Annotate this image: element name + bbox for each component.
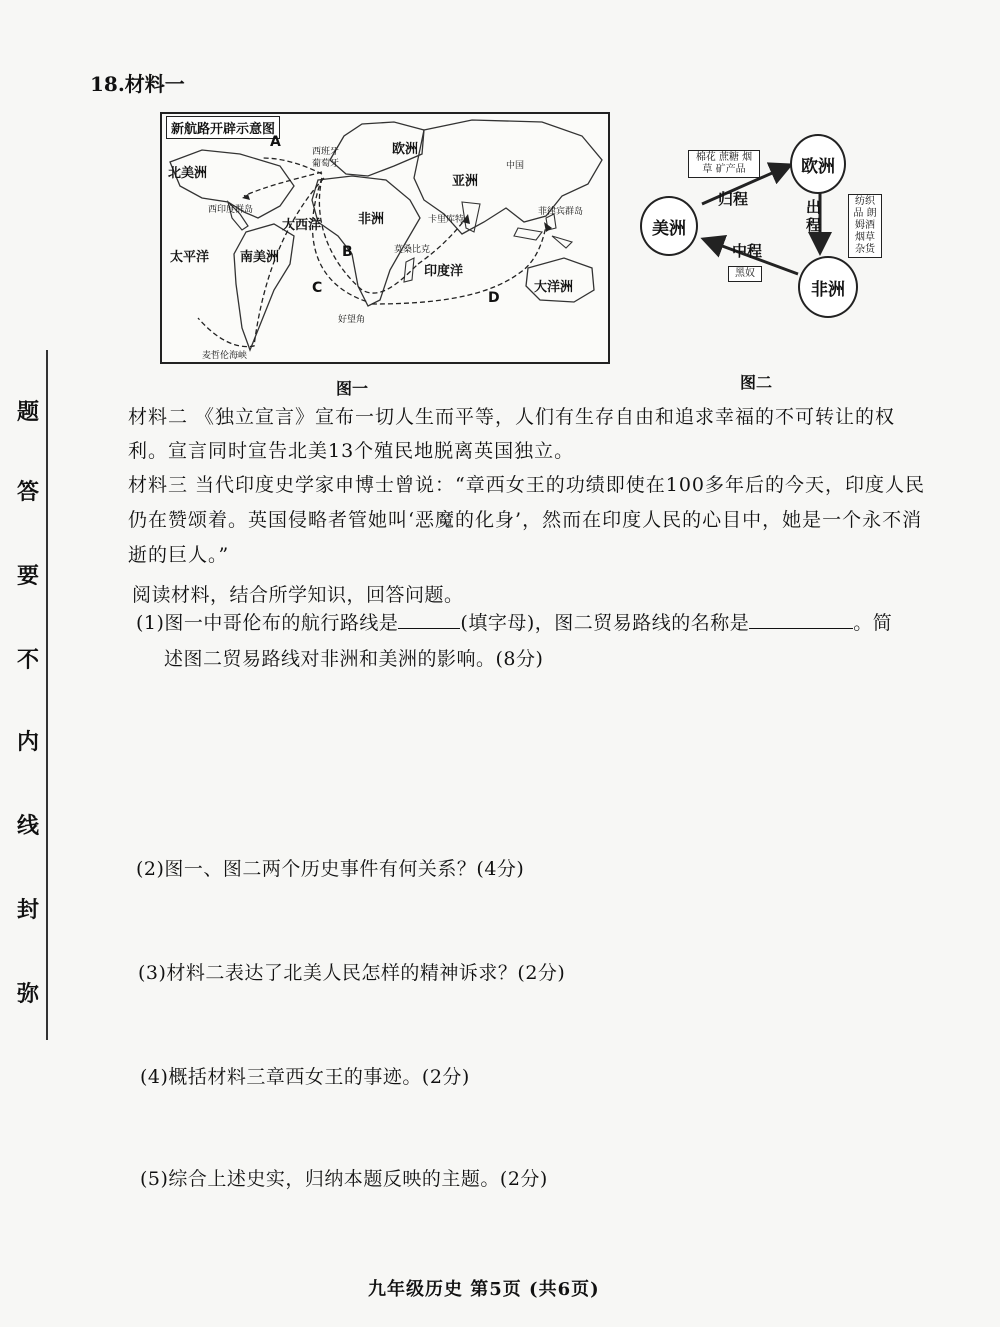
label-spain: 西班牙 bbox=[312, 147, 340, 157]
binding-char: 线 bbox=[16, 813, 39, 839]
binding-char: 封 bbox=[16, 897, 39, 923]
route-out-label: 出程 bbox=[806, 198, 822, 234]
label-west-indies: 西印度群岛 bbox=[208, 205, 254, 215]
question-1-part2: (填字母)，图二贸易路线的名称是 bbox=[460, 612, 750, 634]
material-three: 材料三 当代印度史学家申博士曾说：“章西女王的功绩即使在100多年后的今天，印度人民仍在赞颂着。英国侵略者管她叫‘恶魔的化身’，然而在印度人民的心目中，她是一个永不消逝的巨人。” bbox=[128, 474, 926, 566]
answer-blank-trade-name[interactable] bbox=[749, 606, 853, 629]
label-africa: 非洲 bbox=[358, 212, 385, 227]
node-africa: 非洲 bbox=[798, 256, 858, 318]
question-1-line2: 述图二贸易路线对非洲和美洲的影响。(8分) bbox=[164, 648, 544, 670]
page-footer: 九年级历史 第5页 (共6页) bbox=[368, 1279, 600, 1300]
question-2: (2)图一、图二两个历史事件有何关系？(4分) bbox=[136, 858, 525, 880]
answer-blank-route[interactable] bbox=[398, 606, 460, 629]
node-america: 美洲 bbox=[640, 196, 698, 256]
binding-char: 不 bbox=[16, 647, 39, 673]
binding-char: 要 bbox=[16, 563, 39, 589]
label-magellan: 麦哲伦海峡 bbox=[202, 351, 248, 361]
figure2-caption: 图二 bbox=[740, 373, 773, 392]
binding-char: 答 bbox=[16, 479, 39, 505]
label-north-america: 北美洲 bbox=[168, 166, 208, 181]
label-mozambique: 莫桑比克 bbox=[394, 245, 431, 255]
binding-char: 内 bbox=[16, 729, 39, 755]
route-label-d: D bbox=[488, 290, 500, 306]
question-1 bbox=[136, 606, 936, 640]
goods-return-box: 棉花 蔗糖 烟草 矿产品 bbox=[688, 150, 760, 178]
instruction: 阅读材料，结合所学知识，回答问题。 bbox=[132, 584, 464, 606]
triangle-trade-diagram bbox=[640, 130, 880, 330]
map-title: 新航路开辟示意图 bbox=[166, 116, 280, 139]
label-south-america: 南美洲 bbox=[240, 250, 280, 265]
label-philippines: 菲律宾群岛 bbox=[538, 207, 584, 217]
route-label-a: A bbox=[270, 134, 281, 150]
question-3: (3)材料二表达了北美人民怎样的精神诉求？(2分) bbox=[138, 962, 566, 984]
route-label-c: C bbox=[312, 280, 323, 296]
binding-char: 弥 bbox=[16, 981, 39, 1007]
question-1-part3: 。简 bbox=[853, 612, 893, 634]
goods-out-box: 纺织品 朗姆酒 烟草 杂货 bbox=[848, 194, 882, 258]
voyages-map bbox=[160, 112, 610, 364]
label-indian-ocean: 印度洋 bbox=[424, 264, 464, 279]
route-label-b: B bbox=[342, 244, 353, 260]
figure1-caption: 图一 bbox=[336, 379, 369, 398]
label-asia: 亚洲 bbox=[452, 174, 479, 189]
binding-line bbox=[46, 350, 48, 1040]
node-europe: 欧洲 bbox=[790, 134, 846, 194]
map-drawing bbox=[162, 114, 608, 362]
label-oceania: 大洋洲 bbox=[534, 280, 574, 295]
material-two: 材料二 《独立宣言》宣布一切人生而平等，人们有生存自由和追求幸福的不可转让的权利。宣言同时宣告北美13个殖民地脱离英国独立。 bbox=[128, 406, 896, 462]
label-portugal: 葡萄牙 bbox=[312, 159, 340, 169]
goods-middle-box: 黑奴 bbox=[728, 266, 762, 282]
question-1-part1: (1)图一中哥伦布的航行路线是 bbox=[136, 612, 399, 634]
label-calicut: 卡里库特 bbox=[428, 215, 465, 225]
label-china: 中国 bbox=[506, 161, 525, 171]
question-number: 18.材料一 bbox=[90, 72, 185, 96]
label-pacific: 太平洋 bbox=[170, 250, 210, 265]
question-4: (4)概括材料三章西女王的事迹。(2分) bbox=[140, 1066, 470, 1088]
binding-char: 题 bbox=[16, 399, 39, 425]
label-atlantic: 大西洋 bbox=[282, 218, 322, 233]
label-cape: 好望角 bbox=[338, 315, 366, 325]
route-return-label: 归程 bbox=[718, 190, 749, 208]
label-europe: 欧洲 bbox=[392, 142, 419, 157]
question-5: (5)综合上述史实，归纳本题反映的主题。(2分) bbox=[140, 1168, 548, 1190]
route-middle-label: 中程 bbox=[732, 242, 763, 260]
